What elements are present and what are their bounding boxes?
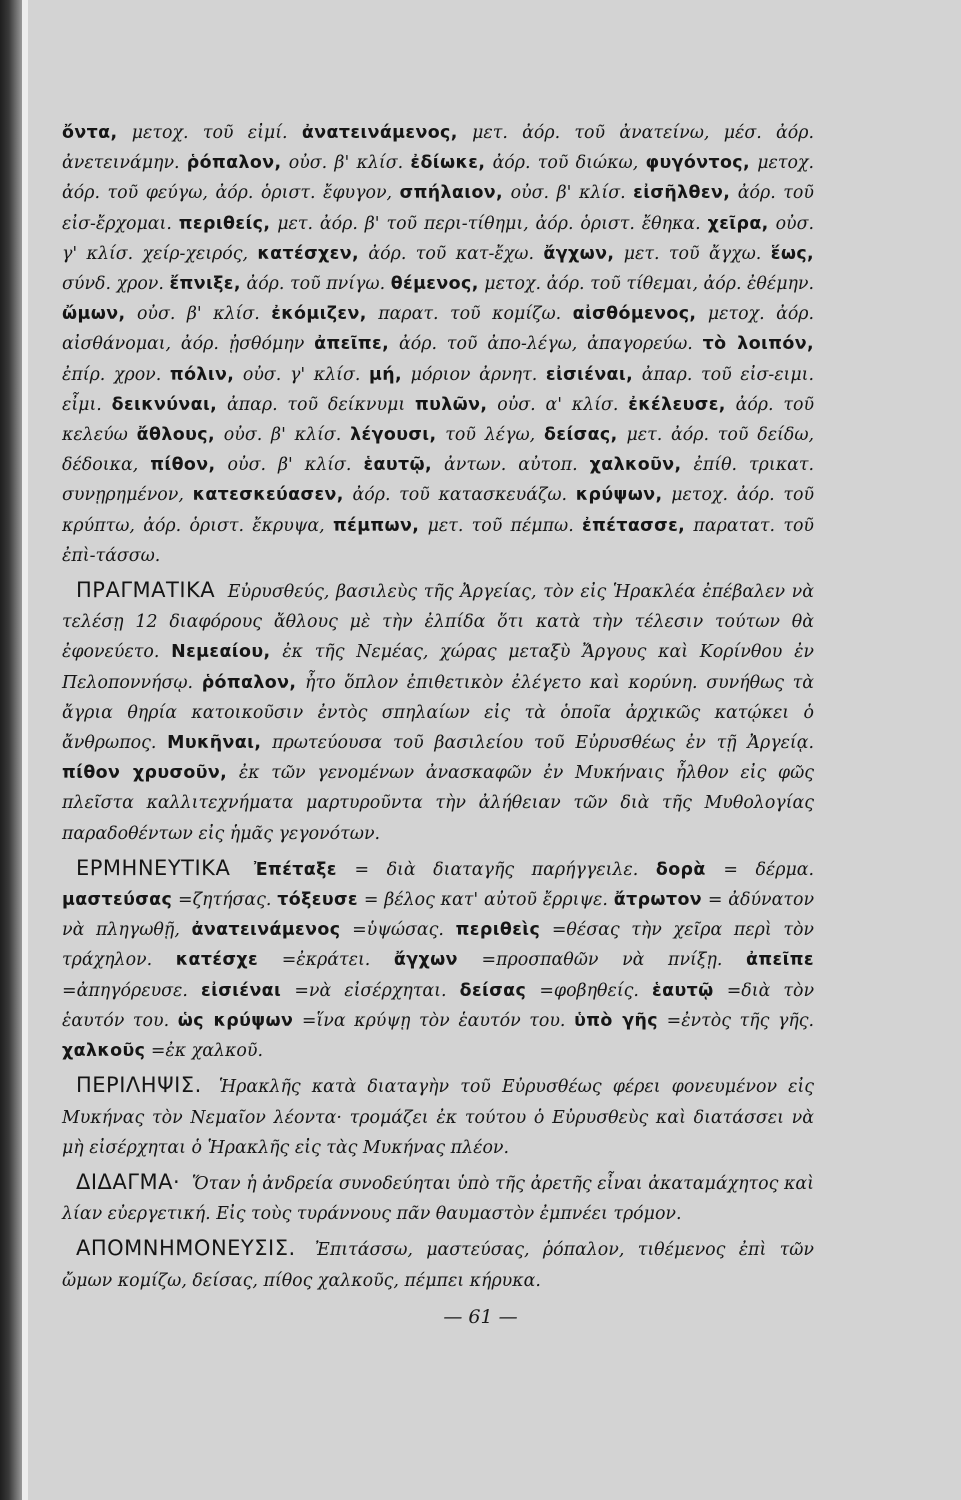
vocab-term: φυγόντος, xyxy=(645,153,751,174)
vocab-gloss: τοῦ λέγω, xyxy=(445,425,536,446)
ermineftika-term: δορὰ xyxy=(655,859,706,880)
vocab-term: ἐδίωκε, xyxy=(410,153,486,174)
vocab-gloss: ἐπίθ. τρικατ. συνῃρημένον, xyxy=(62,455,815,506)
vocab-gloss: οὐσ. β' κλίσ. xyxy=(288,153,404,174)
ermineftika-term: ἀνατεινάμενος xyxy=(191,920,341,941)
vocab-gloss: μετοχ. ἀόρ. τοῦ φεύγω, ἀόρ. ὁριστ. ἔφυγον, xyxy=(62,153,815,204)
perilipsis-heading: ΠΕΡΙΛΗΨΙΣ. xyxy=(76,1073,202,1098)
vocab-term: περιθείς, xyxy=(178,213,271,234)
ermineftika-term: Ἐπέταξε xyxy=(253,859,337,880)
ermineftika-term: περιθεὶς xyxy=(455,920,541,941)
vocab-term: ὄντα, xyxy=(62,123,118,143)
vocab-gloss: ἀόρ. τοῦ κατασκευάζω. xyxy=(352,485,568,506)
ermineftika-gloss: =θέσας τὴν χεῖρα περὶ τὸν τράχηλον. xyxy=(62,920,814,971)
ermineftika-term: ὑπὸ γῆς xyxy=(574,1010,659,1031)
page-edge xyxy=(22,0,28,1500)
pragmatika-heading: ΠΡΑΓΜΑΤΙΚΑ xyxy=(76,578,216,603)
ermineftika-term: χαλκοῦς xyxy=(62,1041,146,1062)
ermineftika-gloss: =ἀπηγόρευσε. xyxy=(62,980,188,1001)
vocab-term: ἑαυτῷ, xyxy=(363,455,433,476)
ermineftika-gloss: =προσπαθῶν νὰ πνίξῃ. xyxy=(481,950,723,971)
vocab-gloss: οὐσ. β' κλίσ. xyxy=(227,455,352,476)
pragmatika-term: πίθον χρυσοῦν, xyxy=(62,763,228,784)
pragmatika-term: ῥόπαλον, xyxy=(201,672,297,693)
vocab-gloss: οὐσ. γ' κλίσ. χείρ-χειρός, xyxy=(62,213,815,264)
ermineftika-term: δείσας xyxy=(459,980,527,1001)
pragmatika-text: ἦτο ὅπλον ἐπιθετικὸν ἐλέγετο καὶ κορύνη. συνήθως τὰ ἄγρια θηρία κατοικοῦσιν ἐντὸς σπηλαίων εἰς τὰ ὁποῖα ἀρχικῶς κατῴκει ὁ ἄνθρωπος. xyxy=(62,672,815,754)
page-text xyxy=(62,118,814,1296)
ermineftika-gloss: =φοβηθείς. xyxy=(539,980,639,1001)
vocab-term: εἰσιέναι, xyxy=(545,364,634,385)
ermineftika-gloss: =ἐκράτει. xyxy=(281,950,371,971)
vocab-gloss: μετ. τοῦ ἄγχω. xyxy=(623,243,762,264)
pragmatika-term: Μυκῆναι, xyxy=(167,733,262,754)
apomnimonefsis-text: Ἐπιτάσσω, μαστεύσας, ῥόπαλον, τιθέμενος ἐπὶ τῶν ὤμων κομίζω, δείσας, πίθος χαλκοῦς, πέμπει κήρυκα. xyxy=(62,1240,814,1291)
vocab-term: λέγουσι, xyxy=(350,425,437,446)
vocab-gloss: ἀπαρ. τοῦ εἰσ-ειμι. εἶμι. xyxy=(62,364,814,415)
vocab-gloss: οὐσ. α' κλίσ. xyxy=(497,394,619,415)
vocab-term: κρύψων, xyxy=(575,485,663,506)
ermineftika-term: εἰσιέναι xyxy=(200,980,282,1001)
pragmatika-text: ἐκ τῶν γενομένων ἀνασκαφῶν ἐν Μυκήναις ἦλθον εἰς φῶς πλεῖστα καλλιτεχνήματα μαρτυροῦντα τὴν ἀλήθειαν τῶν διὰ τῆς Μυθολογίας παραδοθέντων εἰς ἡμᾶς γεγονότων. xyxy=(62,763,814,844)
vocab-gloss: ἀόρ. τοῦ ἀπο-λέγω, ἀπαγορεύω. xyxy=(399,334,693,355)
pragmatika-text: πρωτεύουσα τοῦ βασιλείου τοῦ Εὐρυσθέως ἐν τῇ Ἀργείᾳ. xyxy=(272,733,815,754)
vocab-term: ἀπεῖπε, xyxy=(314,334,390,355)
vocab-term: δεικνύναι, xyxy=(111,394,218,415)
vocab-gloss: ἀόρ. τοῦ διώκω, xyxy=(492,153,639,174)
ermineftika-gloss: =ζητήσας. xyxy=(178,890,272,911)
vocab-gloss: μετ. ἀόρ. τοῦ δείδω, δέδοικα, xyxy=(62,425,815,476)
ermineftika-term: κατέσχε xyxy=(175,950,259,971)
ermineftika-gloss: = διὰ διαταγῆς παρήγγειλε. xyxy=(354,859,639,880)
ermineftika-term: μαστεύσας xyxy=(62,890,173,911)
vocab-gloss: μετοχ. ἀόρ. τοῦ κρύπτω, ἀόρ. ὁριστ. ἔκρυψα, xyxy=(62,485,815,536)
vocab-gloss: ἐπίρ. χρον. xyxy=(62,364,162,385)
ermineftika-term: ἄτρωτον xyxy=(613,890,703,911)
book-spine-shadow xyxy=(0,0,22,1500)
vocab-term: μή, xyxy=(369,364,403,385)
vocab-term: ἄθλους, xyxy=(136,425,215,446)
vocab-term: πόλιν, xyxy=(169,364,235,385)
vocab-gloss: ἀπαρ. τοῦ δείκνυμι xyxy=(226,394,406,415)
ermineftika-gloss: =νὰ εἰσέρχηται. xyxy=(294,980,447,1001)
ermineftika-term: ἀπεῖπε xyxy=(746,950,815,971)
didagma-heading: ΔΙΔΑΓΜΑ· xyxy=(76,1169,181,1194)
ermineftika-gloss: =διὰ τὸν ἑαυτόν του. xyxy=(62,980,815,1031)
vocab-term: τὸ λοιπόν, xyxy=(702,334,814,355)
vocab-gloss: παρατ. τοῦ κομίζω. xyxy=(378,304,562,325)
vocab-term: ἄγχων, xyxy=(543,243,615,264)
vocab-term: δείσας, xyxy=(544,425,618,446)
pragmatika-term: Νεμεαίου, xyxy=(171,642,271,663)
vocab-gloss: σύνδ. χρον. xyxy=(62,274,164,295)
vocab-gloss: οὐσ. β' κλίσ. xyxy=(223,425,342,446)
didagma-section xyxy=(62,1167,814,1229)
vocab-term: πίθον, xyxy=(150,455,216,476)
vocab-term: ἐκόμιζεν, xyxy=(271,304,367,325)
vocab-gloss: ἀόρ. τοῦ εἰσ-ἔρχομαι. xyxy=(62,183,814,234)
vocab-term: χεῖρα, xyxy=(707,213,769,234)
ermineftika-term: ἑαυτῷ xyxy=(652,980,714,1001)
ermineftika-gloss: = βέλος κατ' αὐτοῦ ἔρριψε. xyxy=(363,890,608,911)
vocab-term: κατεσκεύασεν, xyxy=(192,485,344,506)
vocab-gloss: μετ. τοῦ πέμπω. xyxy=(427,515,574,536)
vocab-gloss: μετοχ. ἀόρ. αἰσθάνομαι, ἀόρ. ᾐσθόμην xyxy=(62,304,815,355)
perilipsis-section xyxy=(62,1070,814,1163)
ermineftika-term: ὡς κρύψων xyxy=(177,1010,294,1031)
pragmatika-section xyxy=(62,575,814,849)
ermineftika-gloss: =ἐντὸς τῆς γῆς. xyxy=(666,1010,815,1031)
vocab-gloss: μετ. ἀόρ. β' τοῦ περι-τίθημι, ἀόρ. ὁριστ. ἔθηκα. xyxy=(277,213,701,234)
vocab-term: σπήλαιον, xyxy=(399,183,504,204)
perilipsis-text: Ἡρακλῆς κατὰ διαταγὴν τοῦ Εὐρυσθέως φέρει φονευμένον εἰς Μυκήνας τὸν Νεμαῖον λέοντα· τρομάζει ἐκ τούτου ὁ Εὐρυσθεὺς καὶ διατάσσει νὰ μὴ εἰσέρχηται ὁ Ἡρακλῆς εἰς τὰς Μυκήνας πλέον. xyxy=(62,1077,815,1158)
ermineftika-heading: ΕΡΜΗΝΕΥΤΙΚΑ xyxy=(76,855,231,880)
ermineftika-gloss: =ἐκ χαλκοῦ. xyxy=(150,1041,263,1062)
didagma-text: Ὅταν ἡ ἀνδρεία συνοδεύηται ὑπὸ τῆς ἀρετῆς εἶναι ἀκαταμάχητος καὶ λίαν εὐεργετική. Εἰς τοὺς τυράννους πᾶν θαυμαστὸν ἐμπνέει τρόμον. xyxy=(62,1173,814,1225)
ermineftika-gloss: =ὑψώσας. xyxy=(352,920,444,941)
vocab-gloss: ἀόρ. τοῦ κελεύω xyxy=(62,394,815,446)
ermineftika-term: ἄγχων xyxy=(393,950,458,971)
ermineftika-term: τόξευσε xyxy=(277,890,358,911)
page-number: — 61 — xyxy=(443,1306,518,1328)
vocab-term: ἐπέτασσε, xyxy=(582,515,686,536)
vocab-gloss: μετοχ. τοῦ εἰμί. xyxy=(131,123,288,143)
vocab-gloss: ἀόρ. τοῦ κατ-ἔχω. xyxy=(368,243,534,264)
vocab-gloss: μόριον ἀρνητ. xyxy=(410,364,538,385)
vocab-term: πυλῶν, xyxy=(414,394,488,415)
vocab-gloss: ἀντων. αὐτοπ. xyxy=(444,455,578,476)
ermineftika-gloss: = δέρμα. xyxy=(723,859,815,880)
vocab-term: αἰσθόμενος, xyxy=(572,304,697,325)
vocab-gloss: μετ. ἀόρ. τοῦ ἀνατείνω, μέσ. ἀόρ. ἀνετεινάμην. xyxy=(62,123,815,174)
apomnimonefsis-section xyxy=(62,1233,814,1295)
pragmatika-text: ἐκ τῆς Νεμέας, χώρας μεταξὺ Ἄργους καὶ Κορίνθου ἐν Πελοποννήσῳ. xyxy=(62,642,814,693)
vocab-gloss: οὐσ. β' κλίσ. xyxy=(136,304,260,325)
vocab-term: ῥόπαλον, xyxy=(186,153,282,174)
vocab-gloss: μετοχ. ἀόρ. τοῦ τίθεμαι, ἀόρ. ἐθέμην. xyxy=(484,274,815,295)
vocab-gloss: οὐσ. β' κλίσ. xyxy=(510,183,626,204)
ermineftika-gloss: =ἵνα κρύψῃ τὸν ἑαυτόν του. xyxy=(301,1010,566,1031)
ermineftika-section xyxy=(62,853,814,1066)
vocab-term: ἔπνιξε, xyxy=(169,274,241,295)
vocab-term: εἰσῆλθεν, xyxy=(633,183,731,204)
vocab-term: χαλκοῦν, xyxy=(589,455,682,476)
vocab-gloss: οὐσ. γ' κλίσ. xyxy=(242,364,361,385)
vocab-gloss: παρατατ. τοῦ ἐπὶ-τάσσω. xyxy=(62,515,814,566)
vocab-term: ἀνατεινάμενος, xyxy=(301,123,458,143)
vocab-term: ἕως, xyxy=(770,243,815,264)
ermineftika-gloss: = ἀδύνατον νὰ πληγωθῇ, xyxy=(62,890,815,941)
vocab-term: θέμενος, xyxy=(390,274,479,295)
pragmatika-text: Εὐρυσθεύς, βασιλεὺς τῆς Ἀργείας, τὸν εἰς Ἡρακλέα ἐπέβαλεν νὰ τελέσῃ 12 διαφόρους ἄθλους μὲ τὴν ἐλπίδα ὅτι κατὰ τὴν τέλεσιν τούτων θὰ ἐφονεύετο. xyxy=(62,582,815,663)
vocab-term: κατέσχεν, xyxy=(257,243,359,264)
apomnimonefsis-heading: ΑΠΟΜΝΗΜΟΝΕΥΣΙΣ. xyxy=(76,1236,296,1261)
vocab-term: πέμπων, xyxy=(332,515,420,536)
vocab-term: ὤμων, xyxy=(62,304,126,325)
vocab-gloss: ἀόρ. τοῦ πνίγω. xyxy=(246,274,386,295)
vocab-term: ἐκέλευσε, xyxy=(628,394,726,415)
vocabulary-paragraph xyxy=(62,118,814,571)
